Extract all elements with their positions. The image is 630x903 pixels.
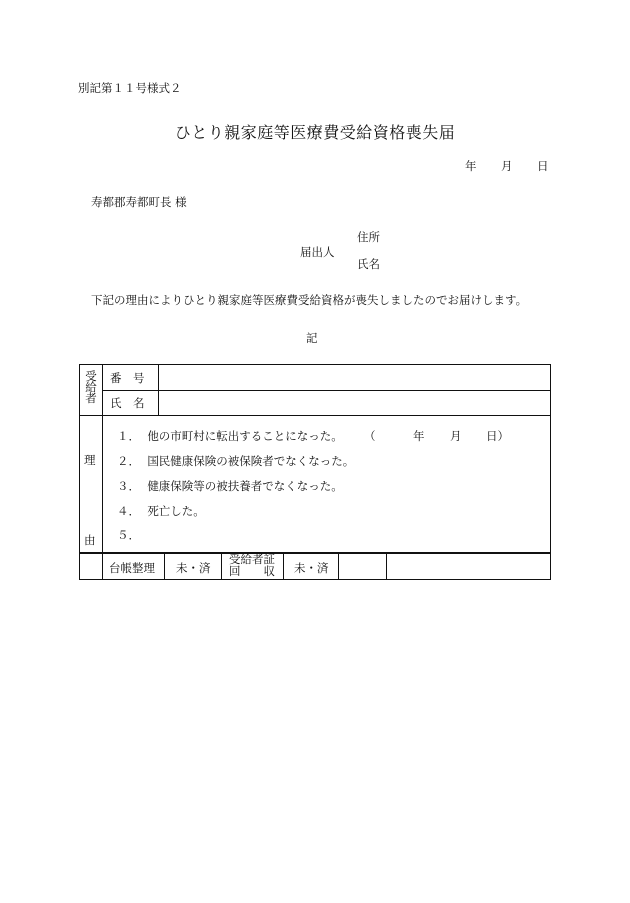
col-divider [338, 553, 339, 579]
date-day-label: 日 [537, 159, 549, 173]
certificate-return-label: 受給者証 回 収 [229, 552, 275, 578]
col-divider [386, 553, 387, 579]
col-divider [221, 553, 222, 579]
col-divider [164, 553, 165, 579]
ledger-status: 未・済 [176, 561, 211, 575]
reason-1-month: 月 [450, 429, 462, 443]
col-divider [283, 553, 284, 579]
col-divider [158, 365, 159, 415]
notifier-label: 届出人 [300, 245, 335, 259]
certificate-return-status: 未・済 [294, 561, 329, 575]
reason-label-top: 理 [84, 453, 96, 467]
form-number: 別記第１１号様式２ [78, 81, 182, 95]
reason-1-open-paren: （ [364, 429, 376, 443]
recipient-name-label: 氏 名 [110, 396, 145, 410]
ki-heading: 記 [306, 331, 318, 345]
reason-3: ３． 健康保険等の被扶養者でなくなった。 [117, 479, 343, 493]
row-divider [80, 415, 550, 416]
reason-label-bottom: 由 [84, 533, 96, 547]
reason-4: ４． 死亡した。 [117, 504, 205, 518]
addressee: 寿都郡寿都町長 様 [91, 195, 187, 209]
document-title: ひとり親家庭等医療費受給資格喪失届 [174, 123, 456, 142]
reason-2: ２． 国民健康保険の被保険者でなくなった。 [117, 454, 355, 468]
row-divider [102, 390, 550, 391]
recipient-group-label: 受 給 者 [85, 369, 97, 405]
reason-1-year: 年 [413, 429, 425, 443]
ledger-label: 台帳整理 [109, 561, 155, 575]
name-label: 氏名 [357, 257, 380, 271]
reason-1: １． 他の市町村に転出することになった。 [117, 429, 343, 443]
reason-5: ５． [117, 528, 140, 542]
col-divider [102, 365, 103, 579]
address-label: 住所 [357, 230, 380, 244]
number-label: 番 号 [110, 371, 145, 385]
date-year-label: 年 [465, 159, 477, 173]
row-divider [80, 552, 550, 554]
reason-form-table [79, 364, 551, 580]
date-month-label: 月 [501, 159, 513, 173]
statement-text: 下記の理由によりひとり親家庭等医療費受給資格が喪失しましたのでお届けします。 [91, 293, 528, 307]
reason-1-day: 日） [486, 429, 509, 443]
